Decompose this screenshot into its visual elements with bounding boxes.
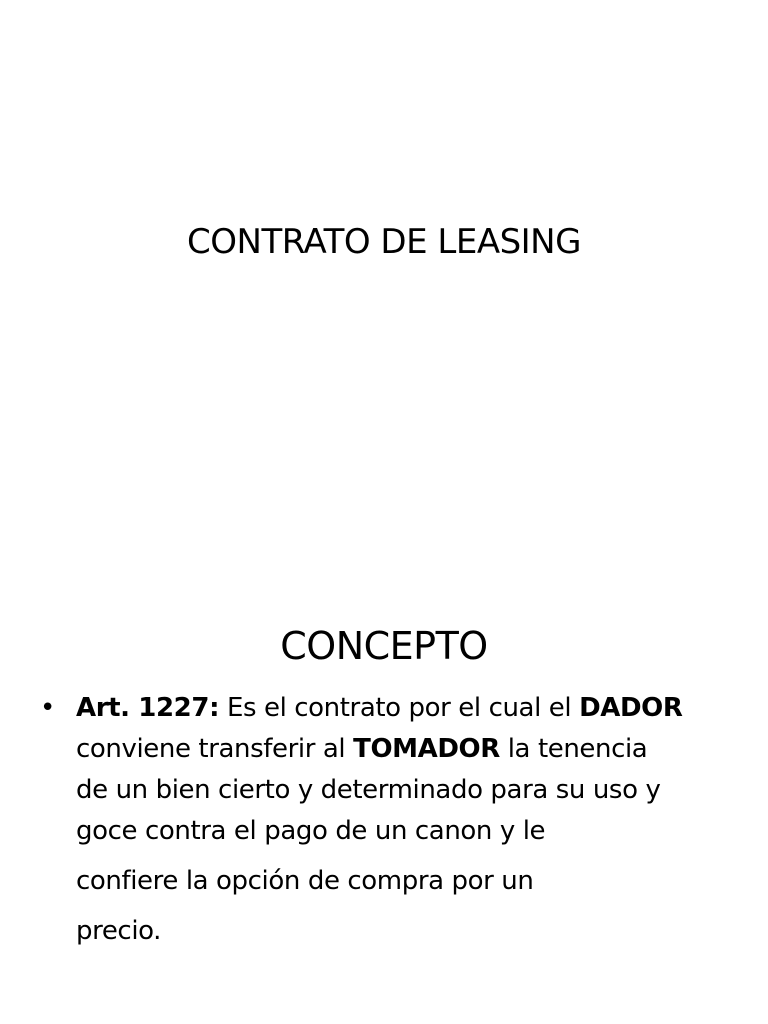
- slide-1-title: CONTRATO DE LEASING: [187, 222, 581, 262]
- bullet-item: [40, 688, 740, 952]
- text-line-4: goce contra el pago de un canon y le: [76, 816, 546, 846]
- text-line-2-a: conviene transferir al: [76, 734, 354, 764]
- text-line-1-a: Es el contrato por el cual el: [219, 693, 580, 723]
- tomador-term: TOMADOR: [353, 734, 500, 764]
- text-line-3: de un bien cierto y determinado para su uso y: [76, 775, 661, 805]
- bullet-icon: •: [40, 693, 55, 723]
- article-label: Art. 1227:: [76, 693, 220, 723]
- slide-2: [0, 512, 768, 1024]
- bullet-text: [76, 688, 740, 952]
- dador-term: DADOR: [579, 693, 683, 723]
- text-line-6: precio.: [76, 916, 162, 946]
- text-line-2-b: la tenencia: [499, 734, 648, 764]
- slide-2-title: CONCEPTO: [280, 624, 488, 668]
- text-line-5: confiere la opción de compra por un: [76, 866, 534, 896]
- text-line-1: [76, 688, 740, 729]
- text-line-2: [76, 729, 740, 770]
